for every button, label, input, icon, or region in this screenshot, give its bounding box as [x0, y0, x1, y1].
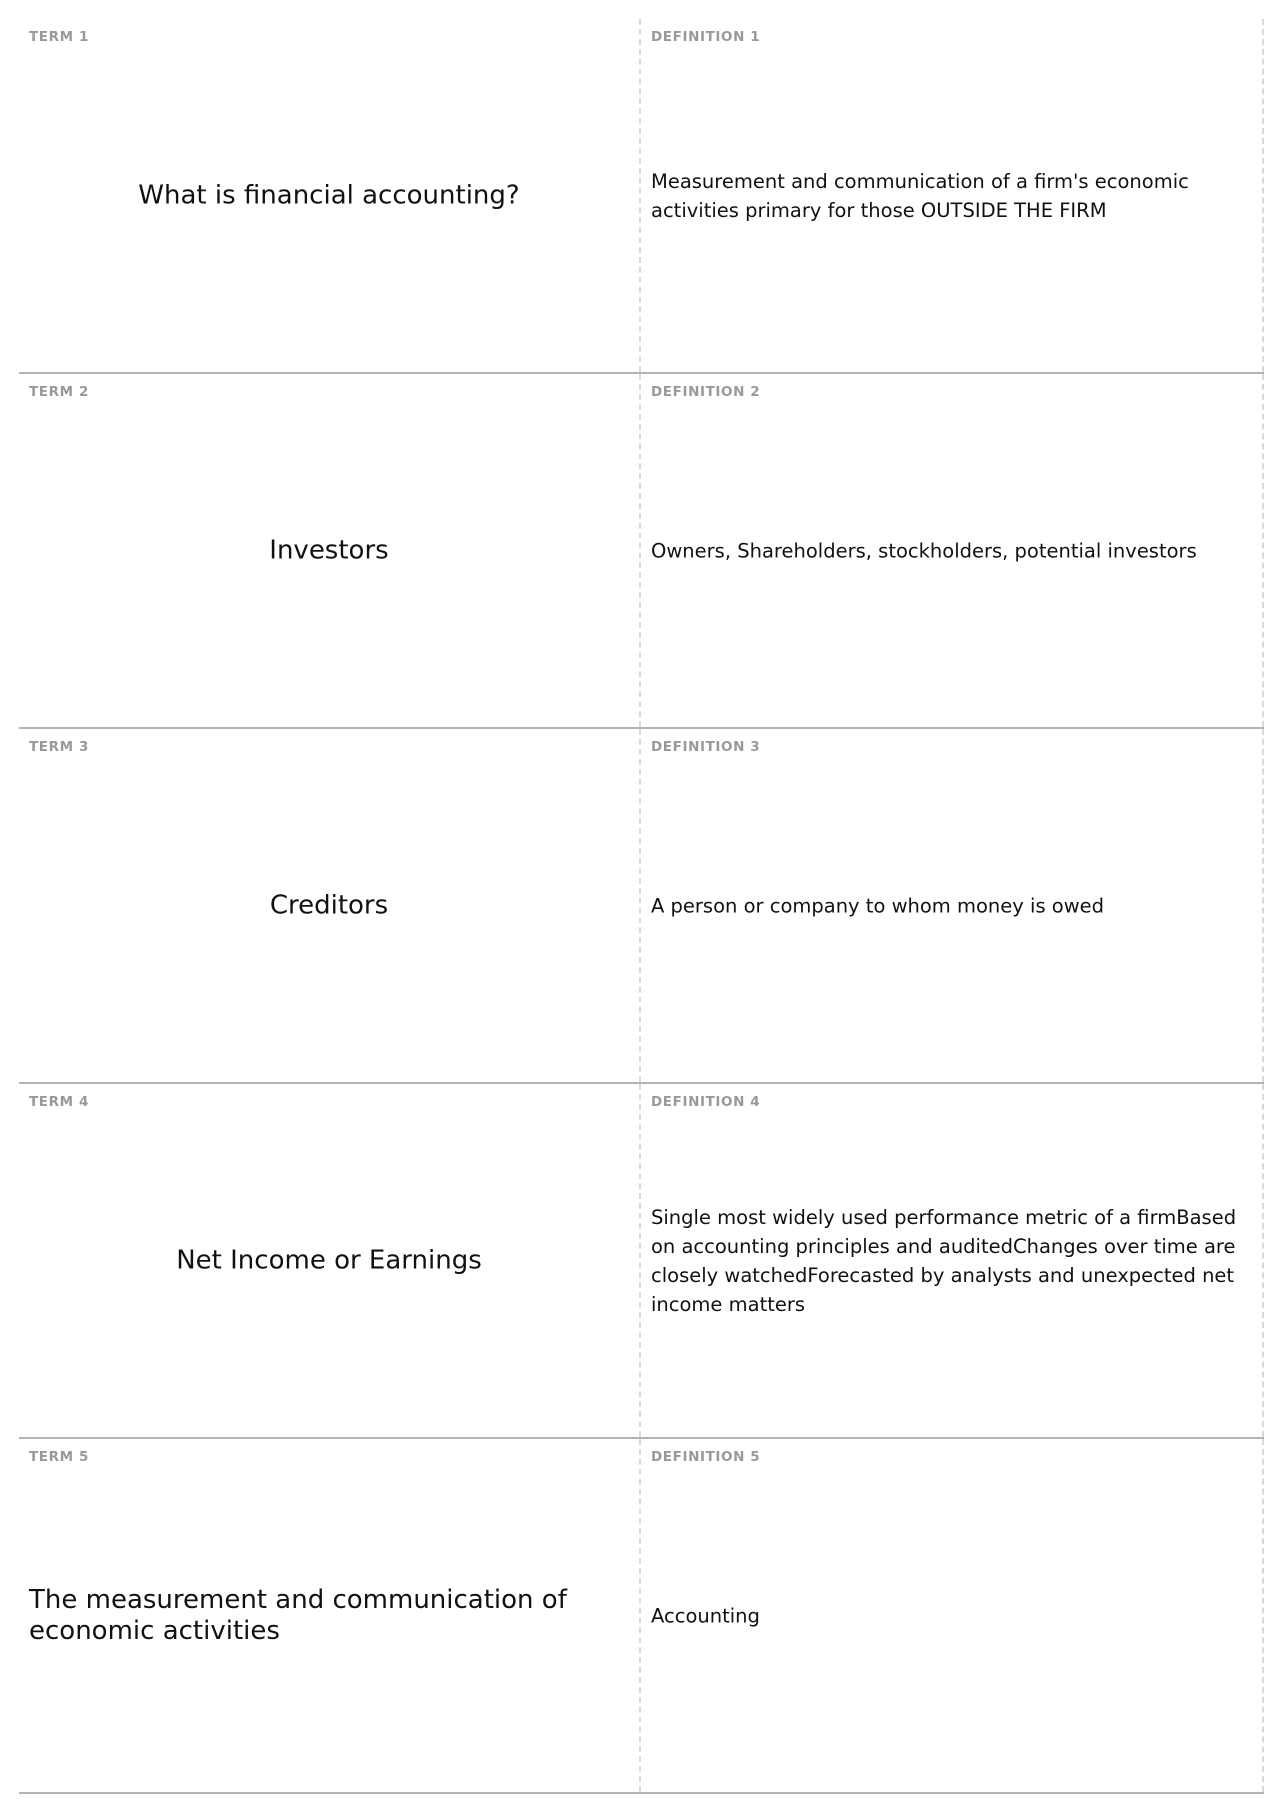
flashcard-row: [19, 374, 1264, 729]
term-text: The measurement and communication of economic activities: [29, 1584, 567, 1646]
definition-label: DEFINITION 1: [651, 29, 761, 45]
term-text: Investors: [269, 535, 389, 565]
term-label: TERM 2: [29, 384, 89, 400]
definition-cell: [641, 19, 1264, 372]
flashcard-sheet: [19, 19, 1264, 1794]
term-label: TERM 1: [29, 29, 89, 45]
flashcard-row: [19, 1084, 1264, 1439]
definition-label: DEFINITION 5: [651, 1449, 761, 1465]
definition-label: DEFINITION 2: [651, 384, 761, 400]
term-cell: [19, 729, 641, 1082]
definition-text: Single most widely used performance metric of a firmBased on accounting principles and auditedChanges over time are closely watchedForecasted by analysts and unexpected net income matters: [651, 1205, 1237, 1316]
flashcard-row: [19, 1439, 1264, 1794]
definition-label: DEFINITION 4: [651, 1094, 761, 1110]
definition-label: DEFINITION 3: [651, 739, 761, 755]
term-label: TERM 3: [29, 739, 89, 755]
definition-cell: [641, 729, 1264, 1082]
definition-cell: [641, 1439, 1264, 1792]
definition-text: Measurement and communication of a firm's economic activities primary for those OUTSIDE THE FIRM: [651, 169, 1189, 222]
flashcard-row: [19, 19, 1264, 374]
definition-text: Accounting: [651, 1604, 760, 1627]
term-cell: [19, 1439, 641, 1792]
term-cell: [19, 374, 641, 727]
definition-cell: [641, 1084, 1264, 1437]
term-cell: [19, 19, 641, 372]
definition-cell: [641, 374, 1264, 727]
definition-text: Owners, Shareholders, stockholders, potential investors: [651, 539, 1197, 562]
term-cell: [19, 1084, 641, 1437]
term-label: TERM 5: [29, 1449, 89, 1465]
term-text: Net Income or Earnings: [176, 1245, 482, 1275]
definition-text: A person or company to whom money is owed: [651, 894, 1105, 917]
term-text: Creditors: [269, 890, 389, 920]
term-label: TERM 4: [29, 1094, 89, 1110]
flashcard-row: [19, 729, 1264, 1084]
term-text: What is financial accounting?: [138, 180, 520, 210]
